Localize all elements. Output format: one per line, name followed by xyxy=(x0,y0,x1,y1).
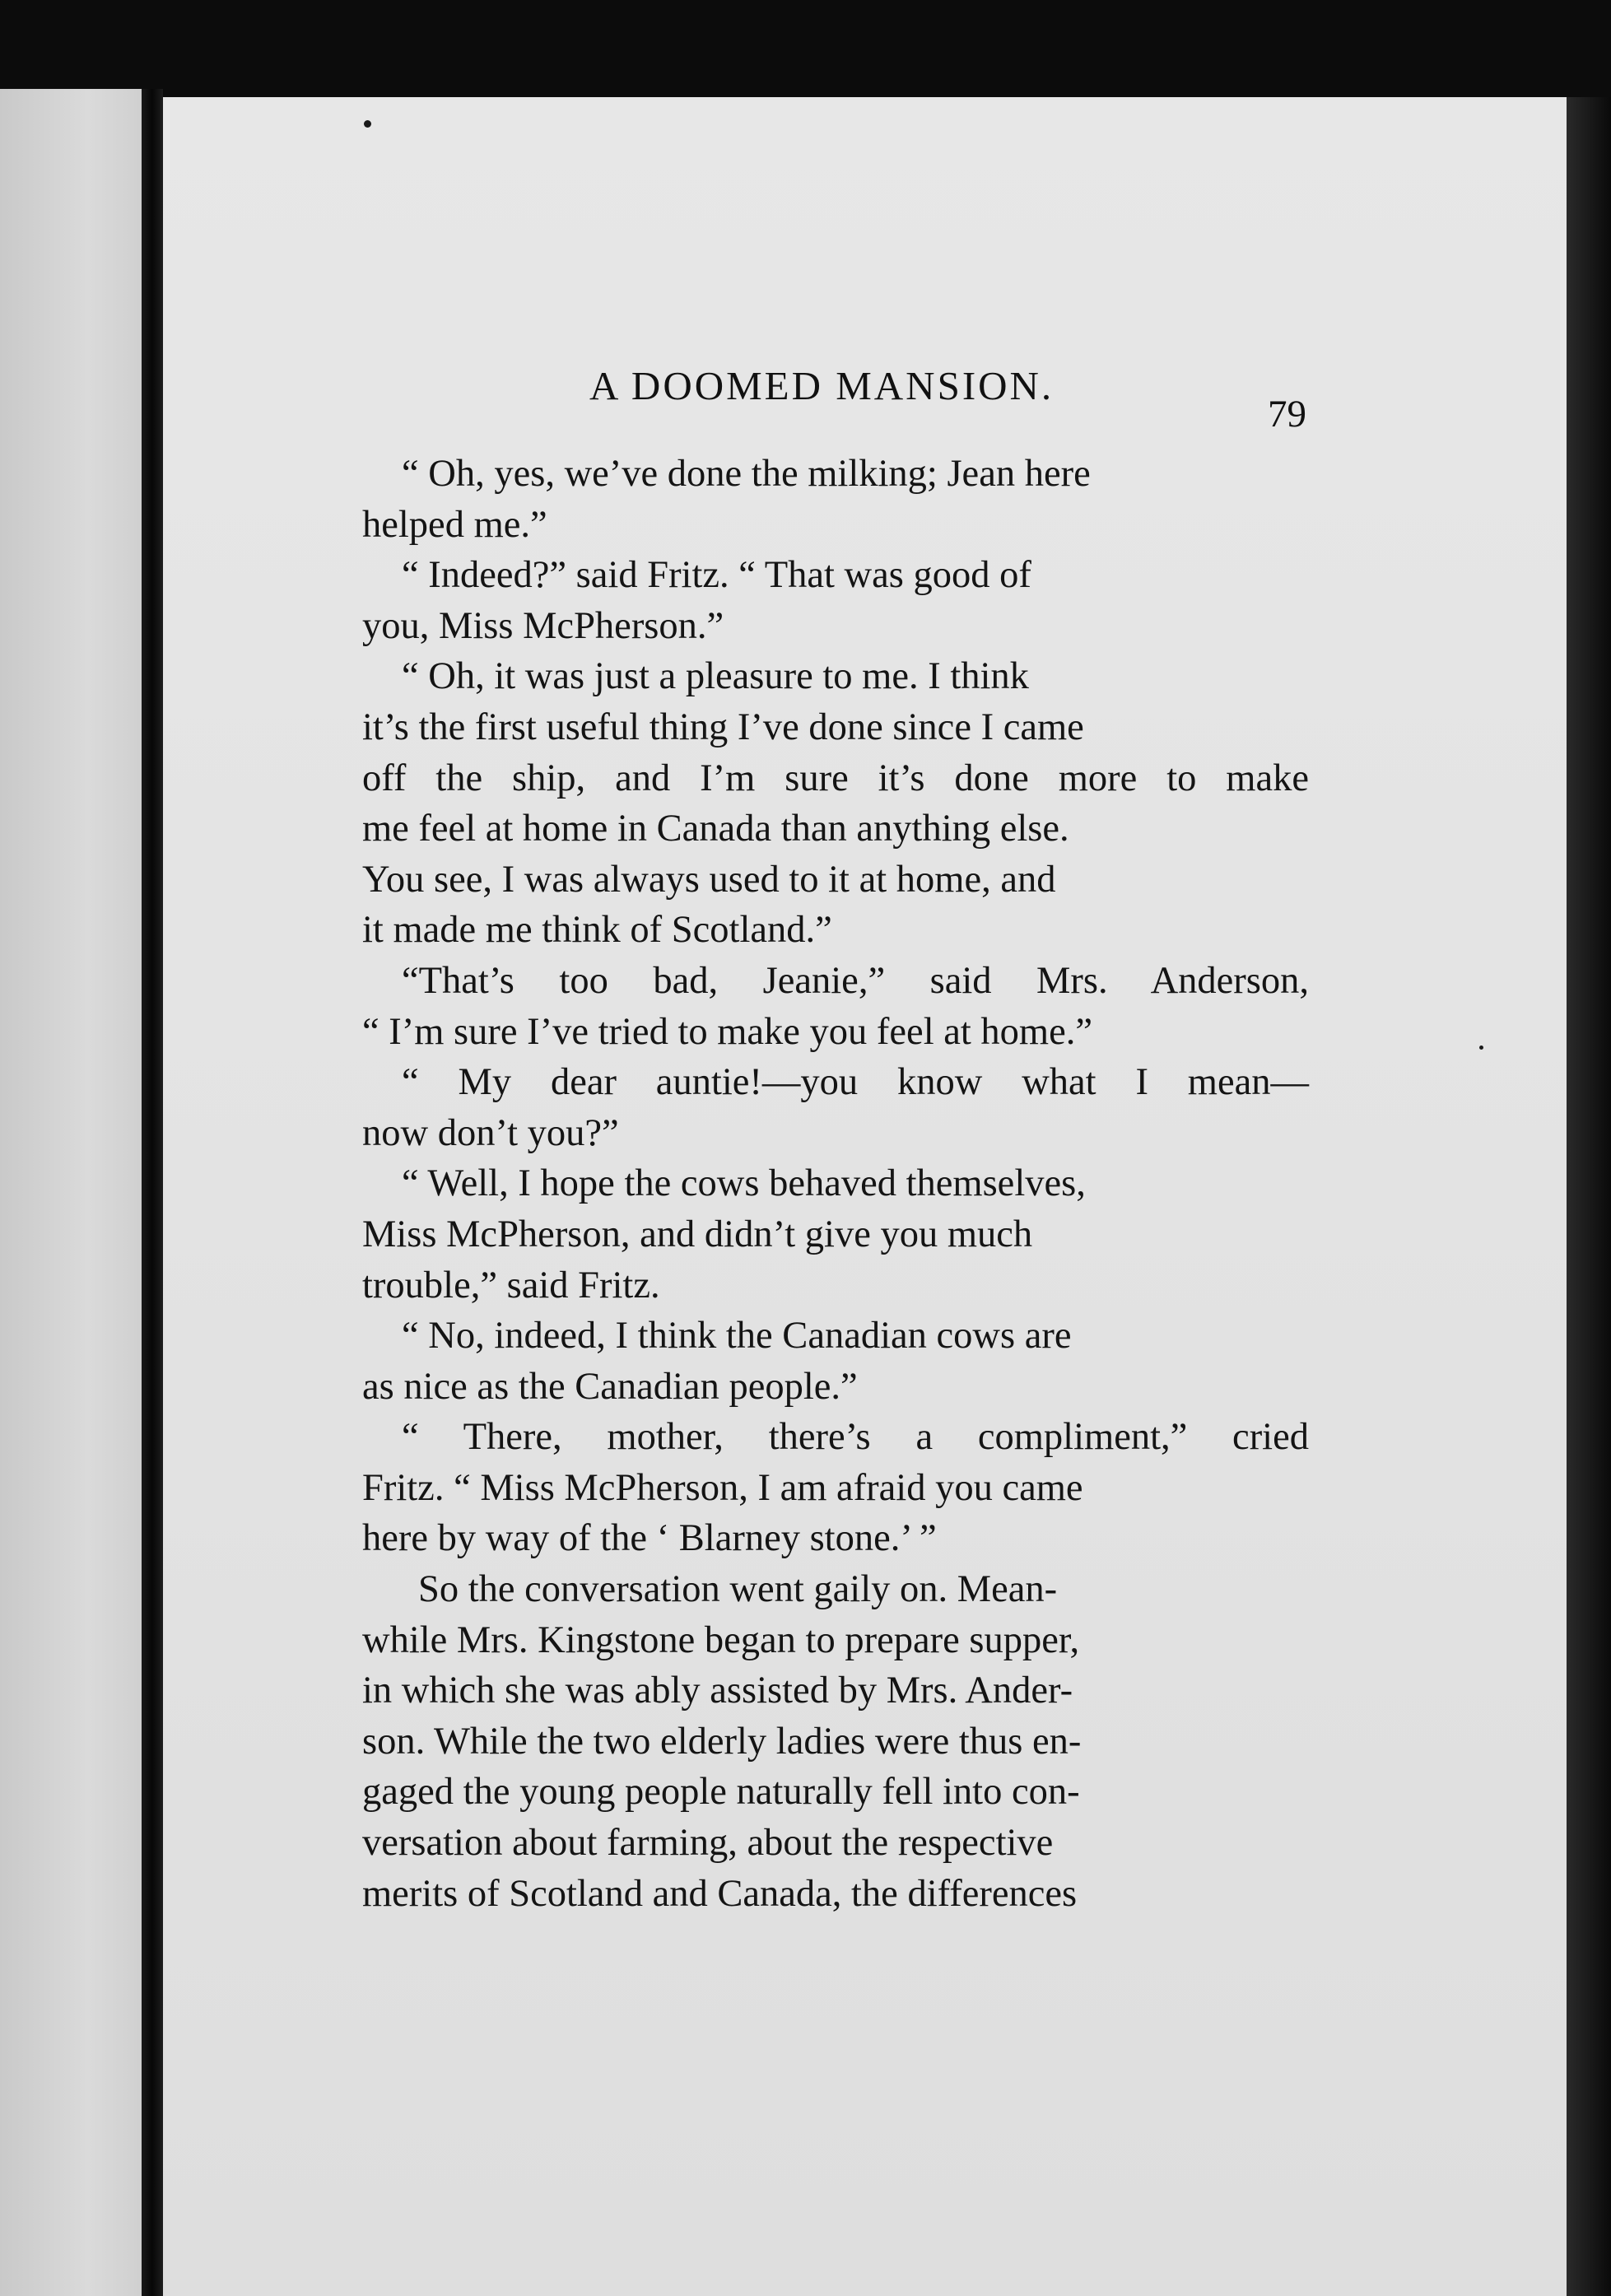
ink-speck xyxy=(1479,1046,1483,1050)
text-line: “ Oh, it was just a pleasure to me. I think xyxy=(402,655,1029,698)
text-line: off the ship, and I’m sure it’s done more to make xyxy=(362,757,1309,799)
text-line: “ Well, I hope the cows behaved themselves, xyxy=(402,1162,1086,1205)
text-line: So the conversation went gaily on. Mean- xyxy=(418,1568,1058,1611)
text-line: now don’t you?” xyxy=(362,1111,619,1154)
text-line: gaged the young people naturally fell into con- xyxy=(362,1771,1080,1814)
text-line: in which she was ably assisted by Mrs. Ander- xyxy=(362,1670,1073,1712)
page-edge-shadow xyxy=(1567,97,1611,2296)
book-gutter xyxy=(142,89,163,2296)
text-line: “That’s too bad, Jeanie,” said Mrs. Anderson, xyxy=(402,959,1309,1002)
text-line: as nice as the Canadian people.” xyxy=(362,1365,858,1408)
page-number: 79 xyxy=(1268,393,1306,435)
text-line: You see, I was always used to it at home, and xyxy=(362,858,1056,901)
text-line: it’s the first useful thing I’ve done since I came xyxy=(362,706,1084,748)
text-line: me feel at home in Canada than anything else. xyxy=(362,808,1069,850)
facing-page-edge xyxy=(0,89,147,2296)
text-line: it made me think of Scotland.” xyxy=(362,909,832,952)
text-line: son. While the two elderly ladies were thus en- xyxy=(362,1720,1082,1763)
text-line: merits of Scotland and Canada, the differences xyxy=(362,1872,1078,1915)
text-line: versation about farming, about the respective xyxy=(362,1822,1054,1865)
text-line: “ There, mother, there’s a compliment,” cried xyxy=(402,1416,1309,1459)
text-line: while Mrs. Kingstone began to prepare supper, xyxy=(362,1618,1080,1661)
text-line: “ My dear auntie!—you know what I mean— xyxy=(402,1061,1309,1104)
text-line: “ Oh, yes, we’ve done the milking; Jean here xyxy=(402,453,1091,495)
text-line: “ I’m sure I’ve tried to make you feel at home.” xyxy=(362,1010,1092,1053)
text-line: “ Indeed?” said Fritz. “ That was good of xyxy=(402,554,1031,597)
text-line: Miss McPherson, and didn’t give you much xyxy=(362,1213,1033,1255)
text-line: you, Miss McPherson.” xyxy=(362,604,724,647)
body-text xyxy=(362,449,1309,1919)
text-line: here by way of the ‘ Blarney stone.’ ” xyxy=(362,1517,937,1560)
text-line: Fritz. “ Miss McPherson, I am afraid you came xyxy=(362,1466,1083,1509)
text-line: “ No, indeed, I think the Canadian cows are xyxy=(402,1315,1072,1358)
text-line: helped me.” xyxy=(362,503,547,546)
running-title: A DOOMED MANSION. xyxy=(589,363,1055,408)
text-line: trouble,” said Fritz. xyxy=(362,1264,660,1306)
ink-speck xyxy=(364,120,371,128)
